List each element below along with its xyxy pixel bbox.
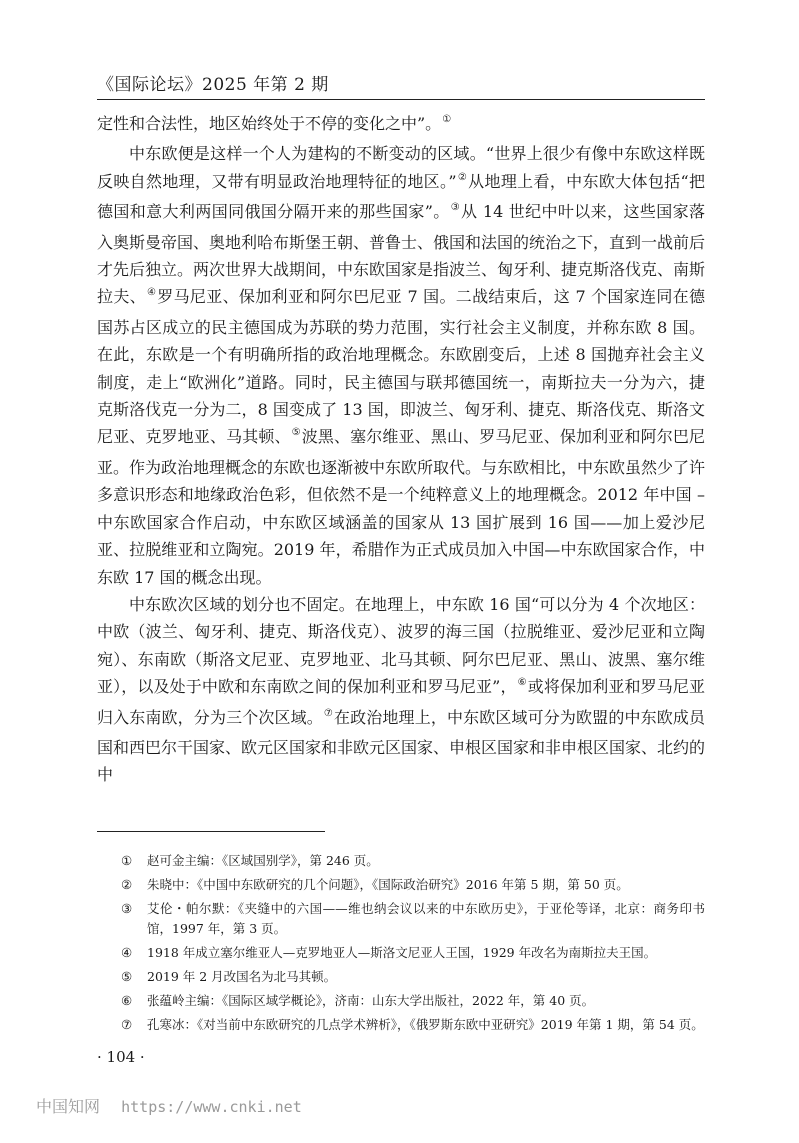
footnote-reference[interactable]: ③ [450, 202, 461, 214]
header-rule [97, 99, 705, 100]
footnote-number: ① [121, 853, 133, 868]
footnote-separator [97, 831, 325, 832]
paragraph-text: 从 14 世纪中叶以来，这些国家落入奥斯曼帝国、奥地利哈布斯堡王朝、普鲁士、俄国和法国的统治之下，直到一战前后才先后独立。两次世界大战期间，中东欧国家是指波兰、匈牙利、捷克斯洛伐克、南斯拉夫、 [97, 202, 706, 307]
footnote-reference[interactable]: ⑤ [291, 427, 301, 439]
footnote-reference[interactable]: ⑥ [517, 677, 527, 689]
footnote-item [97, 991, 705, 1011]
watermark-url[interactable]: https://www.cnki.net [121, 1098, 302, 1116]
cnki-watermark [36, 1094, 302, 1117]
footnote-text: 艾伦・帕尔默：《夹缝中的六国——维也纳会议以来的中东欧历史》，于亚伦等译，北京：商务印书馆，1997 年，第 3 页。 [147, 901, 705, 936]
footnote-number: ④ [121, 945, 133, 960]
footnote-number: ⑥ [121, 993, 133, 1008]
footnote-reference[interactable]: ① [442, 114, 452, 125]
paragraph-text: 定性和合法性，地区始终处于不停的变化之中”。 [97, 114, 442, 133]
footnote-number: ③ [121, 901, 133, 916]
paragraph-text: 中东欧次区域的划分也不固定。在地理上，中东欧 16 国“可以分为 4 个次地区：中欧（波兰、匈牙利、捷克、斯洛伐克）、波罗的海三国（拉脱维亚、爱沙尼亚和立陶宛）、东南欧（斯洛文尼亚、克罗地亚、北马其顿、阿尔巴尼亚、黑山、波黑、塞尔维亚），以及处于中欧和东南欧之间的保加利亚和罗马尼亚”， [97, 594, 705, 697]
footnote-number: ⑤ [121, 969, 133, 984]
footnote-item [97, 943, 705, 963]
paragraph [97, 140, 705, 591]
watermark-brand: 中国知网 [36, 1097, 101, 1116]
running-header: 《国际论坛》2025 年第 2 期 [97, 75, 329, 95]
footnote-item [97, 851, 705, 871]
footnotes [97, 851, 705, 1039]
footnote-text: 1918 年成立塞尔维亚人—克罗地亚人—斯洛文尼亚人王国，1929 年改名为南斯拉夫王国。 [147, 945, 657, 960]
footnote-item [97, 1015, 705, 1035]
paragraph [97, 591, 705, 789]
footnote-text: 张蕴岭主编：《国际区域学概论》，济南：山东大学出版社，2022 年，第 40 页。 [147, 993, 595, 1008]
paragraph-text: 或将保加利亚和罗马尼亚归入东南欧，分为三个次区域。 [97, 677, 705, 727]
paragraph-text: 中东欧便是这样一个人为建构的不断变动的区域。“世界上很少有像中东欧这样既反映自然地理，又带有明显政治地理特征的地区。” [97, 144, 705, 191]
footnote-number: ② [121, 877, 133, 892]
footnote-item [97, 875, 705, 895]
paragraph-text: 罗马尼亚、保加利亚和阿尔巴尼亚 7 国。二战结束后，这 7 个国家连同在德国苏占区成立的民主德国成为苏联的势力范围，实行社会主义制度，并称东欧 8 国。在此，东欧是一个有明确所指的政治地理概念。东欧剧变后，上述 8 国抛弃社会主义制度，走上“欧洲化”道路。同时，民主德国与联邦德国统一，南斯拉夫一分为六，捷克斯洛伐克一分为二，8 国变成了 13 国，即波兰、匈牙利、捷克、斯洛伐克、斯洛文尼亚、克罗地亚、马其顿、 [97, 287, 705, 447]
article-body [97, 110, 705, 789]
footnote-reference[interactable]: ④ [146, 287, 157, 299]
footnote-text: 孔寒冰：《对当前中东欧研究的几点学术辨析》，《俄罗斯东欧中亚研究》2019 年第 1 期，第 54 页。 [147, 1017, 704, 1032]
footnote-reference[interactable]: ② [457, 171, 468, 183]
paragraph [97, 110, 705, 140]
footnote-item [97, 967, 705, 987]
footnote-text: 赵可金主编：《区域国别学》，第 246 页。 [147, 853, 379, 868]
footnote-text: 朱晓中：《中国中东欧研究的几个问题》，《国际政治研究》2016 年第 5 期，第 50 页。 [147, 877, 629, 892]
footnote-item [97, 899, 705, 939]
footnote-text: 2019 年 2 月改国名为北马其顿。 [147, 969, 337, 984]
paragraph-text: 在政治地理上，中东欧区域可分为欧盟的中东欧成员国和西巴尔干国家、欧元区国家和非欧元区国家、申根区国家和非申根区国家、北约的中 [97, 707, 706, 785]
page-number: · 104 · [97, 1048, 145, 1066]
paragraph-text: 从地理上看，中东欧大体包括“把德国和意大利两国同俄国分隔开来的那些国家”。 [97, 171, 705, 222]
paragraph-text: 波黑、塞尔维亚、黑山、罗马尼亚、保加利亚和阿尔巴尼亚。作为政治地理概念的东欧也逐渐被中东欧所取代。与东欧相比，中东欧虽然少了许多意识形态和地缘政治色彩，但依然不是一个纯粹意义上的地理概念。2012 年中国 – 中东欧国家合作启动，中东欧区域涵盖的国家从 13 国扩展到 16 国——加上爱沙尼亚、拉脱维亚和立陶宛。2019 年，希腊作为正式成员加入中国—中东欧国家合作，中东欧 17 国的概念出现。 [97, 427, 706, 587]
footnote-number: ⑦ [121, 1017, 133, 1032]
footnote-reference[interactable]: ⑦ [323, 707, 334, 719]
